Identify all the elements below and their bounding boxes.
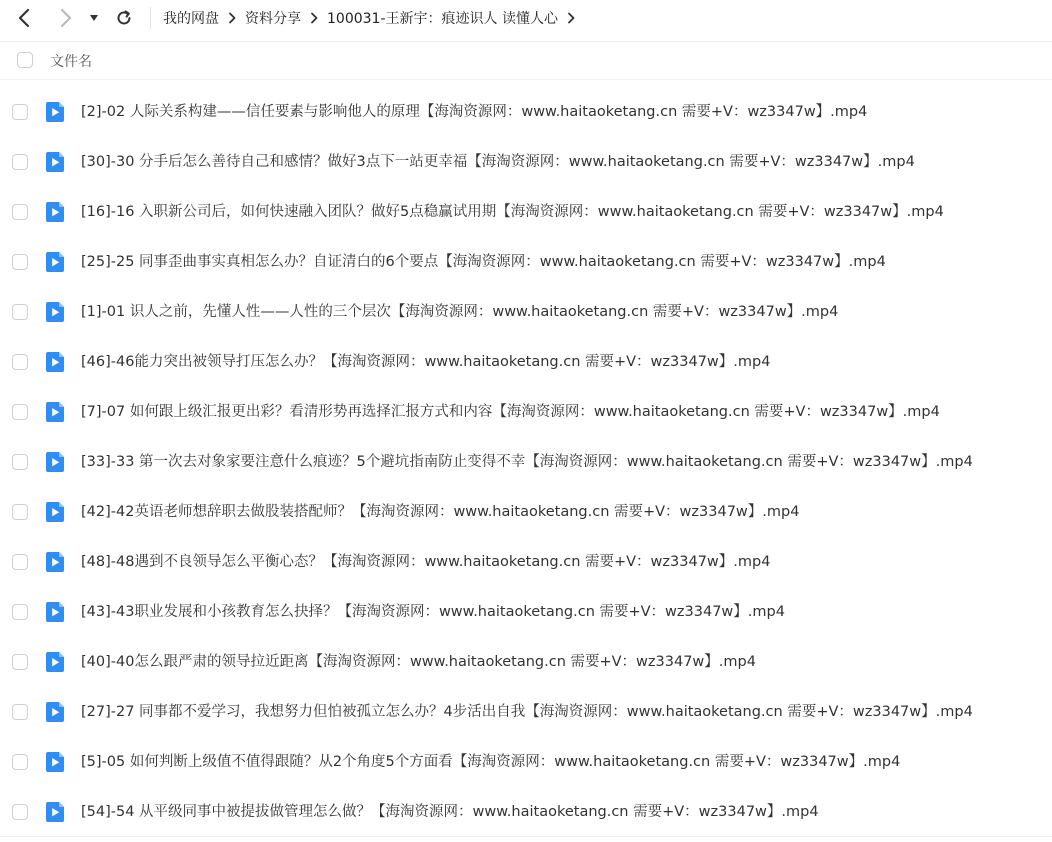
file-row[interactable] [0,287,1052,337]
file-name[interactable]: [1]-01 识人之前，先懂人性——人性的三个层次【海淘资源网：www.haitaoketang.cn 需要+V：wz3347w】.mp4 [81,304,839,320]
file-checkbox[interactable] [12,804,28,820]
toolbar-separator [150,7,151,29]
list-header [0,42,1052,80]
video-file-icon [44,601,66,623]
breadcrumb-item-root[interactable]: 我的网盘 [163,11,219,27]
file-row[interactable] [0,337,1052,387]
breadcrumb-item-current-folder[interactable]: 100031-王新宇：痕迹识人 读懂人心 [327,11,558,27]
video-file-icon [44,101,66,123]
refresh-button[interactable] [114,6,134,30]
video-file-icon [44,551,66,573]
chevron-right-icon [310,12,318,24]
video-file-icon [44,251,66,273]
back-button[interactable] [14,6,34,30]
video-file-icon [44,801,66,823]
divider [0,836,1052,837]
toolbar [0,0,1052,36]
file-name[interactable]: [7]-07 如何跟上级汇报更出彩？看清形势再选择汇报方式和内容【海淘资源网：www.haitaoketang.cn 需要+V：wz3347w】.mp4 [81,404,940,420]
video-file-icon [44,351,66,373]
file-name[interactable]: [27]-27 同事都不爱学习，我想努力但怕被孤立怎么办？4步活出自我【海淘资源网：www.haitaoketang.cn 需要+V：wz3347w】.mp4 [81,704,973,720]
caret-down-icon [89,14,99,22]
file-checkbox[interactable] [12,704,28,720]
select-all-checkbox[interactable] [17,52,33,68]
refresh-icon [115,9,133,27]
file-name[interactable]: [40]-40怎么跟严肃的领导拉近距离【海淘资源网：www.haitaoketang.cn 需要+V：wz3347w】.mp4 [81,654,756,670]
file-name[interactable]: [33]-33 第一次去对象家要注意什么痕迹？5个避坑指南防止变得不幸【海淘资源网：www.haitaoketang.cn 需要+V：wz3347w】.mp4 [81,454,973,470]
file-name[interactable]: [25]-25 同事歪曲事实真相怎么办？自证清白的6个要点【海淘资源网：www.haitaoketang.cn 需要+V：wz3347w】.mp4 [81,254,886,270]
file-row[interactable] [0,87,1052,137]
file-checkbox[interactable] [12,104,28,120]
chevron-right-icon [59,8,73,28]
chevron-right-icon[interactable] [567,12,575,24]
file-name[interactable]: [2]-02 人际关系构建——信任要素与影响他人的原理【海淘资源网：www.haitaoketang.cn 需要+V：wz3347w】.mp4 [81,104,868,120]
breadcrumb [163,8,584,28]
file-name[interactable]: [42]-42英语老师想辞职去做股装搭配师？【海淘资源网：www.haitaoketang.cn 需要+V：wz3347w】.mp4 [81,504,800,520]
column-header-filename[interactable]: 文件名 [50,54,92,70]
file-checkbox[interactable] [12,654,28,670]
file-row[interactable] [0,437,1052,487]
history-dropdown-button[interactable] [88,6,100,30]
file-checkbox[interactable] [12,504,28,520]
file-checkbox[interactable] [12,354,28,370]
file-name[interactable]: [54]-54 从平级同事中被提拔做管理怎么做？【海淘资源网：www.haitaoketang.cn 需要+V：wz3347w】.mp4 [81,804,819,820]
file-checkbox[interactable] [12,554,28,570]
file-row[interactable] [0,237,1052,287]
file-checkbox[interactable] [12,254,28,270]
file-list [0,87,1052,837]
file-row[interactable] [0,387,1052,437]
file-row[interactable] [0,737,1052,787]
file-name[interactable]: [46]-46能力突出被领导打压怎么办？【海淘资源网：www.haitaoketang.cn 需要+V：wz3347w】.mp4 [81,354,771,370]
video-file-icon [44,301,66,323]
video-file-icon [44,201,66,223]
file-row[interactable] [0,587,1052,637]
file-name[interactable]: [5]-05 如何判断上级值不值得跟随？从2个角度5个方面看【海淘资源网：www.haitaoketang.cn 需要+V：wz3347w】.mp4 [81,754,901,770]
video-file-icon [44,751,66,773]
file-row[interactable] [0,687,1052,737]
file-name[interactable]: [48]-48遇到不良领导怎么平衡心态？【海淘资源网：www.haitaoketang.cn 需要+V：wz3347w】.mp4 [81,554,771,570]
file-row[interactable] [0,537,1052,587]
chevron-right-icon [228,12,236,24]
breadcrumb-item-share[interactable]: 资料分享 [245,11,301,27]
file-row[interactable] [0,187,1052,237]
video-file-icon [44,501,66,523]
file-row[interactable] [0,487,1052,537]
divider [0,79,1052,80]
video-file-icon [44,701,66,723]
file-name[interactable]: [16]-16 入职新公司后，如何快速融入团队？做好5点稳赢试用期【海淘资源网：www.haitaoketang.cn 需要+V：wz3347w】.mp4 [81,204,944,220]
file-checkbox[interactable] [12,754,28,770]
file-row[interactable] [0,137,1052,187]
forward-button[interactable] [56,6,76,30]
file-checkbox[interactable] [12,454,28,470]
file-checkbox[interactable] [12,404,28,420]
video-file-icon [44,651,66,673]
video-file-icon [44,401,66,423]
file-row[interactable] [0,637,1052,687]
video-file-icon [44,151,66,173]
file-checkbox[interactable] [12,154,28,170]
file-row[interactable] [0,787,1052,837]
file-name[interactable]: [43]-43职业发展和小孩教育怎么抉择？【海淘资源网：www.haitaoketang.cn 需要+V：wz3347w】.mp4 [81,604,785,620]
file-checkbox[interactable] [12,304,28,320]
video-file-icon [44,451,66,473]
file-checkbox[interactable] [12,204,28,220]
chevron-left-icon [17,8,31,28]
file-checkbox[interactable] [12,604,28,620]
file-name[interactable]: [30]-30 分手后怎么善待自己和感情？做好3点下一站更幸福【海淘资源网：www.haitaoketang.cn 需要+V：wz3347w】.mp4 [81,154,915,170]
